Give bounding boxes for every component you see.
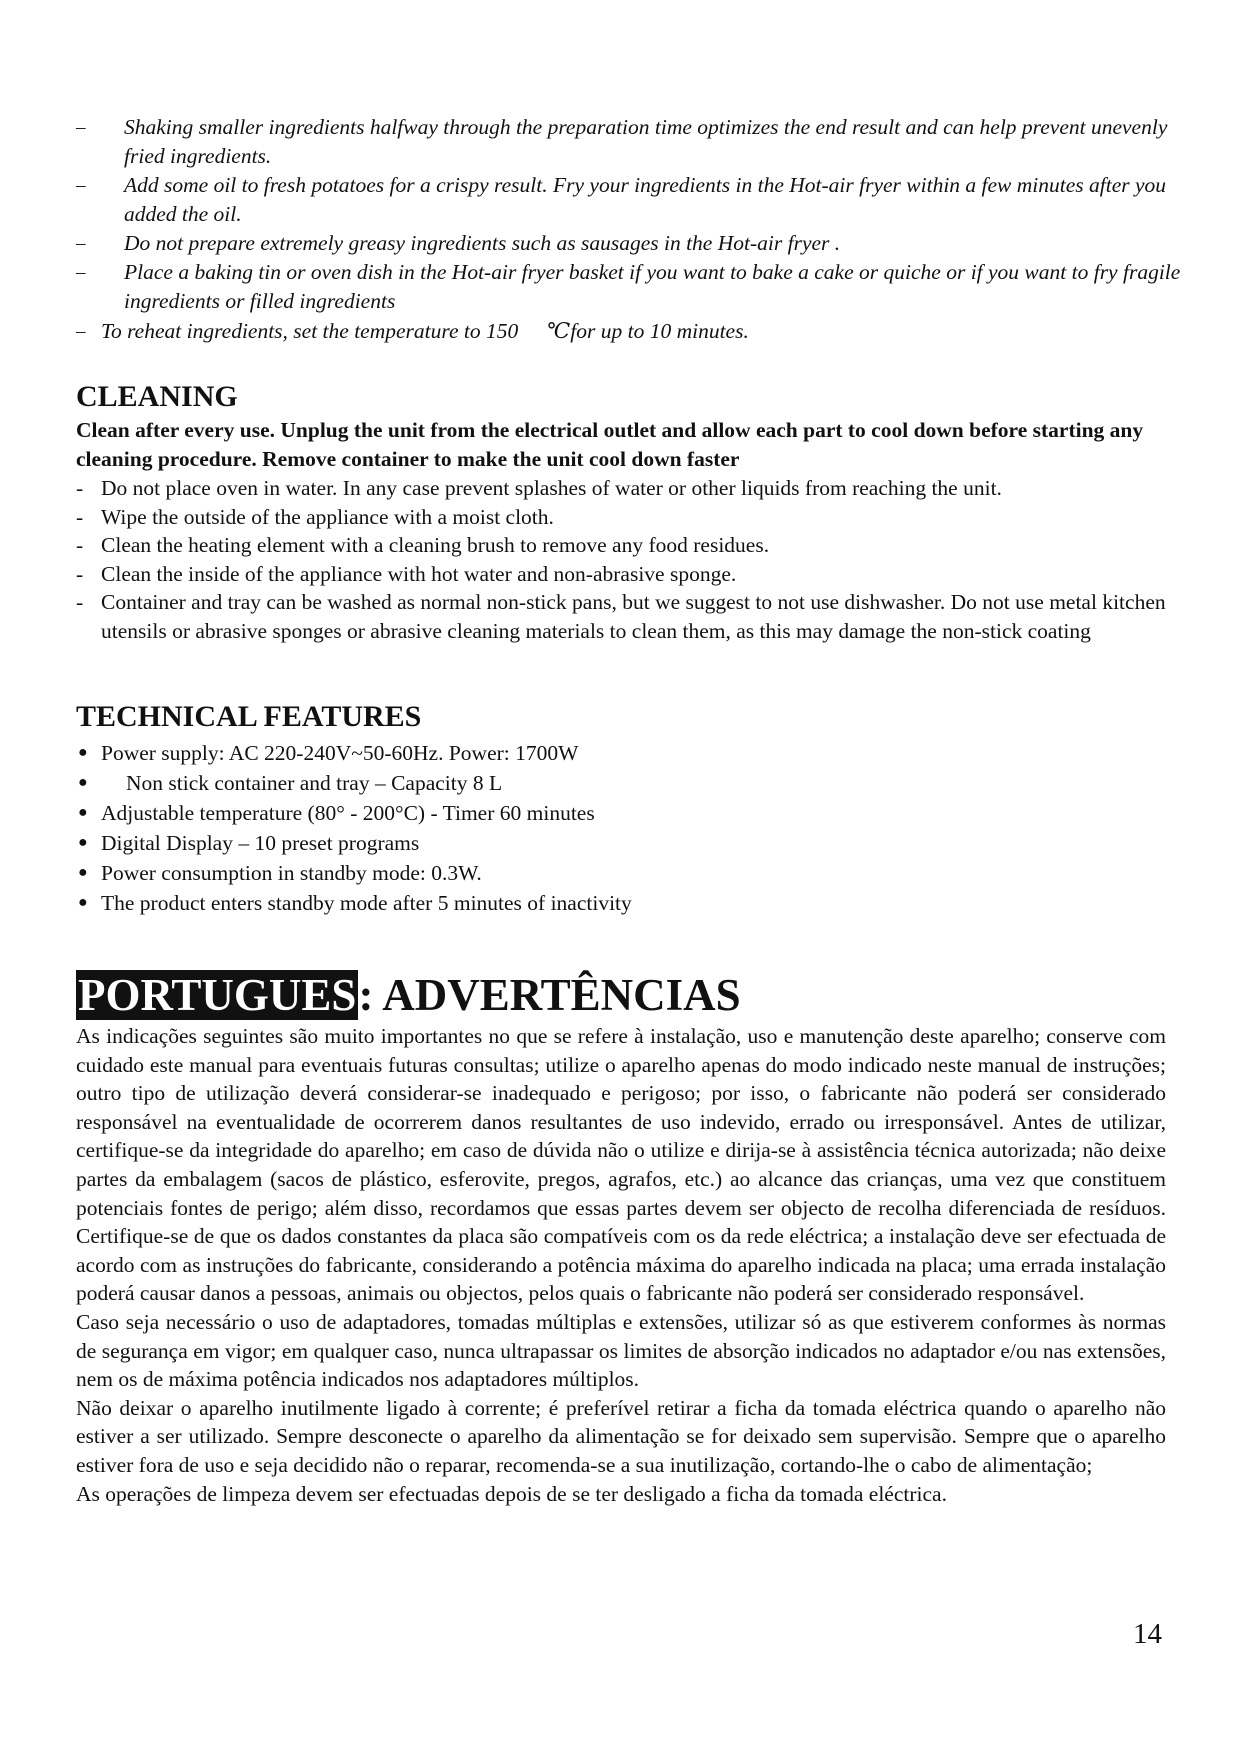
paragraph: Caso seja necessário o uso de adaptadores, tomadas múltiplas e extensões, utilizar só as que estiverem conformes às normas de segurança em vigor; em qualquer caso, nunca ultrapassar os limites de absorção indicados no adaptador e/ou nas extensões, nem os de máxima potência indicados nos adaptadores múltiplos. [76,1309,1166,1392]
dash-marker: – [76,233,86,254]
warnings-title: : ADVERTÊNCIAS [358,970,741,1020]
list-item [76,798,1186,828]
paragraph: Não deixar o aparelho inutilmente ligado à corrente; é preferível retirar a ficha da tomada eléctrica quando o aparelho não estiver a ser utilizado. Sempre desconecte o aparelho da alimentação se for deixado sem supervisão. Sempre que o aparelho estiver fora de uso e seja decidido não o reparar, recomenda-se a sua inutilização, cortando-lhe o cabo de alimentação; [76,1395,1166,1477]
bullet-icon: ● [78,774,88,791]
bullet-icon: ● [78,744,88,761]
bullet-icon: ● [78,864,88,881]
dash-marker: – [76,262,86,283]
list-item [76,531,1186,560]
dash-marker: - [76,561,84,586]
list-item [76,503,1186,532]
portugues-section-title [76,970,741,1020]
list-item [76,738,1186,768]
item-text: Wipe the outside of the appliance with a moist cloth. [101,504,554,529]
dash-marker: – [76,321,86,342]
cleaning-lead: Clean after every use. Unplug the unit from the electrical outlet and allow each part to cool down before starting any cleaning procedure. Remove container to make the unit cool down faster [76,418,1144,471]
cleaning-heading: CLEANING [76,380,238,413]
cleaning-list [76,474,1186,645]
dash-marker: – [76,117,86,138]
item-text: Power supply: AC 220-240V~50-60Hz. Power: 1700W [101,741,579,765]
usage-tips-list [76,113,1186,346]
reheat-text-a: To reheat ingredients, set the temperature to 150 [101,319,519,343]
bullet-icon: ● [78,804,88,821]
tip-item [76,113,1186,171]
tip-text: Do not prepare extremely greasy ingredients such as sausages in the Hot-air fryer . [124,231,841,255]
technical-features-heading: TECHNICAL FEATURES [76,700,422,733]
item-text: Container and tray can be washed as normal non-stick pans, but we suggest to not use dishwasher. Do not use metal kitchen utensils or abrasive sponges or abrasive cleaning materials to clean them, as this may damage the non-stick coating [101,590,1166,643]
item-text: Digital Display – 10 preset programs [101,831,420,855]
list-item [76,858,1186,888]
item-text: Clean the inside of the appliance with hot water and non-abrasive sponge. [101,561,737,586]
item-text: Do not place oven in water. In any case prevent splashes of water or other liquids from reaching the unit. [101,476,1002,500]
item-text: Adjustable temperature (80° - 200°C) - Timer 60 minutes [101,801,595,825]
technical-features-list [76,738,1186,918]
reheat-text-b: ℃for up to 10 minutes. [546,319,749,343]
tip-text: Place a baking tin or oven dish in the Hot-air fryer basket if you want to bake a cake or quiche or if you want to fry fragile ingredients or filled ingredients [124,260,1181,313]
bullet-icon: ● [78,894,88,911]
list-item [76,828,1186,858]
dash-marker: - [76,504,84,529]
tip-item [76,171,1186,229]
bullet-icon: ● [78,834,88,851]
item-text: Clean the heating element with a cleaning brush to remove any food residues. [101,533,770,557]
list-item [76,768,1186,798]
list-item [76,474,1186,503]
tip-item [76,258,1186,316]
paragraph: As operações de limpeza devem ser efectuadas depois de se ter desligado a ficha da tomada eléctrica. [76,1481,947,1506]
dash-marker: - [76,590,84,614]
list-item [76,888,1186,918]
item-text: The product enters standby mode after 5 minutes of inactivity [101,891,632,915]
tip-item [76,229,1186,258]
tip-item-reheat [76,317,1186,346]
dash-marker: – [76,175,86,196]
list-item [76,588,1186,645]
dash-marker: - [76,533,84,557]
language-label: PORTUGUES [78,970,357,1020]
item-text: Non stick container and tray – Capacity 8 L [126,771,503,795]
item-text: Power consumption in standby mode: 0.3W. [101,861,482,885]
page-number: 14 [1133,1618,1162,1650]
list-item [76,560,1186,589]
tip-text: Shaking smaller ingredients halfway through the preparation time optimizes the end result and can help prevent unevenly fried ingredients. [124,115,1168,168]
dash-marker: - [76,476,84,500]
portugues-body [76,1022,1166,1508]
tip-text: Add some oil to fresh potatoes for a crispy result. Fry your ingredients in the Hot-air fryer within a few minutes after you added the oil. [124,173,1167,226]
paragraph: As indicações seguintes são muito importantes no que se refere à instalação, uso e manutenção deste aparelho; conserve com cuidado este manual para eventuais futuras consultas; utilize o aparelho apenas do modo indicado neste manual de instruções; outro tipo de utilização deverá considerar-se inadequado e perigoso; por isso, o fabricante não poderá ser considerado responsável na eventualidade de ocorrerem danos resultantes de uso indevido, errado ou irresponsável. Antes de utilizar, certifique-se da integridade do aparelho; em caso de dúvida não o utilize e dirija-se à assistência técnica autorizada; não deixe partes da embalagem (sacos de plástico, esferovite, pregos, agrafos, etc.) ao alcance das crianças, uma vez que constituem potenciais fontes de perigo; além disso, recordamos que essas partes devem ser objecto de recolha diferenciada de resíduos. Certifique-se de que os dados constantes da placa são compatíveis com os da rede eléctrica; a instalação deve ser efectuada de acordo com as instruções do fabricante, considerando a potência máxima do aparelho indicada na placa; uma errada instalação poderá causar danos a pessoas, animais ou objectos, pelos quais o fabricante não poderá ser considerado responsável. [76,1024,1166,1306]
